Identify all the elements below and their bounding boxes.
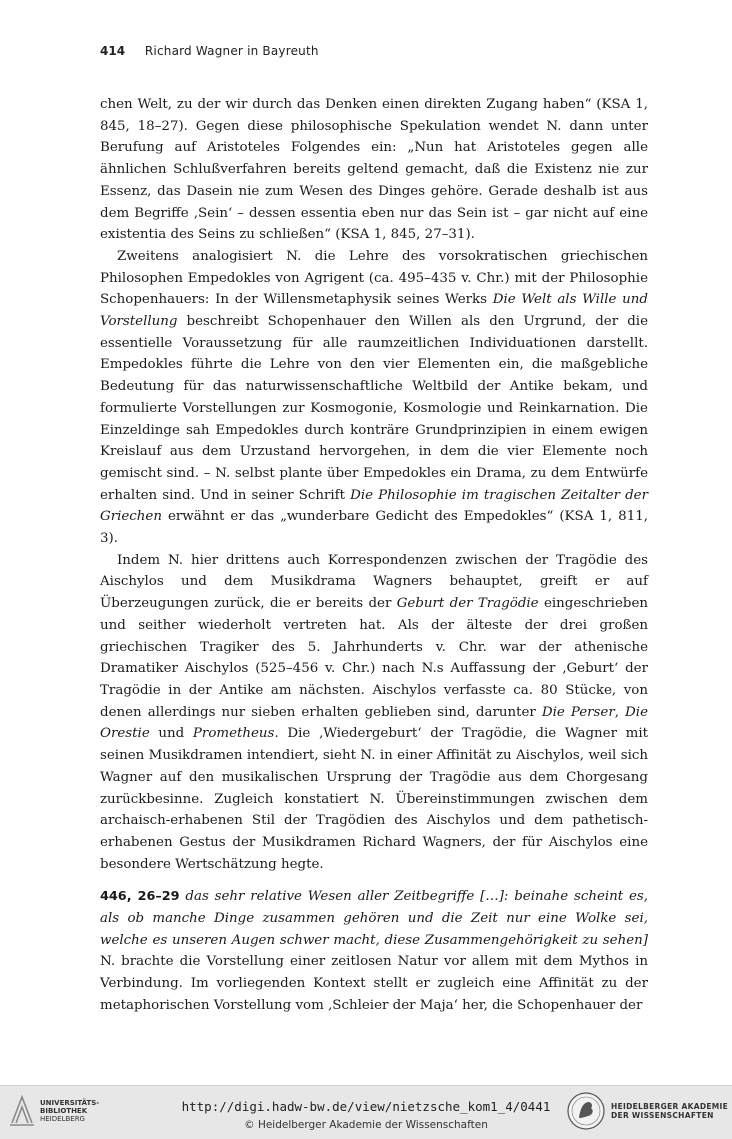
work-title: Die Philosophie im tragischen Zeitalter der Griechen [100, 487, 649, 525]
work-title: Die Perser [541, 704, 615, 720]
paragraph-3: Indem N. hier drittens auch Korrespondenzen zwischen der Tragödie des Aischylos und dem Musikdrama Wagners behauptet, greift er auf Überzeugungen zurück, die er bereits der Geburt der Tragödie eingeschrieben und seither wiederholt vertreten hat. Als der älteste der drei großen griechischen Tragiker des 5. Jahrhunderts v. Chr. war der athenische Dramatiker Aischylos (525–456 v. Chr.) nach N.s Auffassung der ‚Geburt‘ der Tragödie in der Antike am nächsten. Aischylos verfasste ca. 80 Stücke, von denen allerdings nur sieben erhalten geblieben sind, darunter Die Perser, Die Orestie und Prometheus. Die ‚Wiedergeburt‘ der Tragödie, die Wagner mit seinen Musikdramen intendiert, sieht N. in einer Affinität zu Aischylos, weil sich Wagner auf den musikalischen Ursprung der Tragödie aus dem Chorgesang zurückbesinne. Zugleich konstatiert N. Übereinstimmungen zwischen dem archaisch-erhabenen Stil der Tragödien des Aischylos und dem pathetisch-erhabenen Gestus der Musikdramen Richard Wagners, der für Aischylos eine besondere Wertschätzung hegte. [100, 552, 648, 872]
lemma: das sehr relative Wesen aller Zeitbegriffe […]: beinahe scheint es, als ob manche Dinge zusammen gehören und die Zeit nur eine Wolke sei, welche es unseren Augen schwer macht, diese Zusammengehörigkeit zu sehen] [100, 889, 649, 948]
main-text [100, 94, 648, 1017]
footer-bar [0, 1085, 732, 1139]
paragraph-1: chen Welt, zu der wir durch das Denken einen direkten Zugang haben“ (KSA 1, 845, 18–27). Gegen diese philosophische Spekulation wendet N. dann unter Berufung auf Aristoteles Folgendes ein: „Nun hat Aristoteles gegen alle ähnlichen Schlußverfahren bereits geltend gemacht, daß die Existenz nie zur Essenz, das Dasein nie zum Wesen des Dinges gehöre. Gerade deshalb ist aus dem Begriffe ‚Sein‘ – dessen essentia eben nur das Sein ist – gar nicht auf eine existentia des Seins zu schließen“ (KSA 1, 845, 27–31). [100, 97, 648, 243]
university-library-name: UNIVERSITÄTS- BIBLIOTHEK HEIDELBERG [40, 1099, 100, 1123]
permalink-url[interactable]: http://digi.hadw-bw.de/view/nietzsche_kom1_4/0441 [181, 1099, 551, 1114]
commentary-text: N. brachte die Vorstellung einer zeitlosen Natur vor allem mit dem Mythos in Verbindung. Im vorliegenden Kontext stellt er zugleich eine Affinität zu der metaphorischen Vorstellung vom ‚Schleier der Maja‘ her, die Schopenhauer der [100, 954, 648, 1013]
line-reference: 446, 26–29 [100, 889, 180, 905]
copyright-notice: © Heidelberger Akademie der Wissenschaften [244, 1119, 488, 1131]
academy-name: HEIDELBERGER AKADEMIE DER WISSENSCHAFTEN [611, 1102, 729, 1120]
paragraph-2: Zweitens analogisiert N. die Lehre des vorsokratischen griechischen Philosophen Empedokles von Agrigent (ca. 495–435 v. Chr.) mit der Philosophie Schopenhauers: In der Willensmetaphysik seines Werks Die Welt als Wille und Vorstellung beschreibt Schopenhauer den Willen als den Urgrund, der die essentielle Voraussetzung für alle raumzeitlichen Individuationen darstellt. Empedokles führte die Lehre von den vier Elementen ein, die maßgebliche Bedeutung für das naturwissenschaftliche Weltbild der Antike bekam, und formulierte Vorstellungen zur Kosmogonie, Kosmologie und Reinkarnation. Die Einzeldinge sah Empedokles durch konträre Grundprinzipien in einem ewigen Kreislauf aus dem Urzustand hervorgehen, in dem die vier Elemente noch gemischt sind. – N. selbst plante über Empedokles ein Drama, zu dem Entwürfe erhalten sind. Und in seiner Schrift Die Philosophie im tragischen Zeitalter der Griechen erwähnt er das „wunderbare Gedicht des Empedokles“ (KSA 1, 811, 3). [100, 248, 649, 547]
page-number: 414 [100, 44, 126, 58]
running-title: Richard Wagner in Bayreuth [144, 44, 319, 58]
work-title: Prometheus [192, 726, 275, 742]
work-title: Geburt der Tragödie [396, 596, 539, 612]
work-title: Die Welt als Wille und Vorstellung [100, 292, 648, 330]
work-title: Die Orestie [100, 704, 648, 742]
commentary-entry [100, 886, 648, 1016]
running-header [100, 44, 319, 58]
footer-divider [0, 1085, 732, 1086]
academy-seal-icon [566, 1091, 606, 1131]
